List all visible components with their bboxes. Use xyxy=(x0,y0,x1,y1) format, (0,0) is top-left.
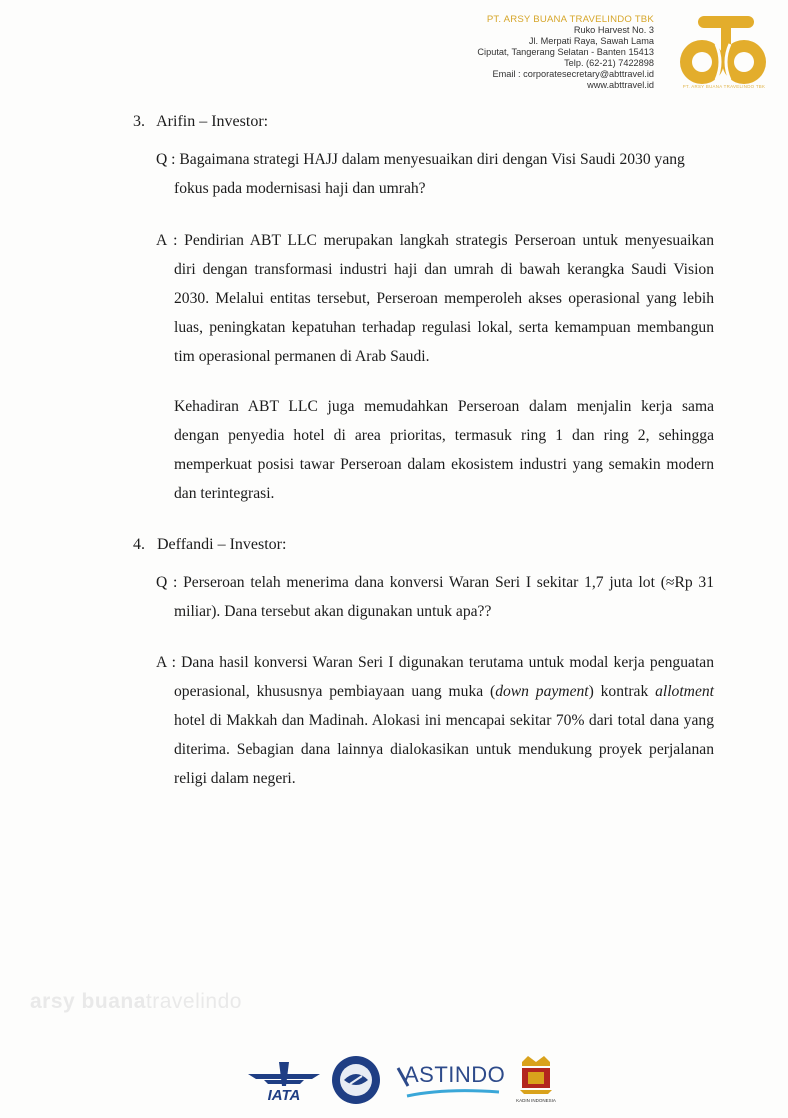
section-person: Arifin – Investor: xyxy=(156,113,269,130)
watermark-part: arsy buana xyxy=(30,990,146,1013)
section-person: Deffandi – Investor: xyxy=(157,536,287,553)
iata-text: IATA xyxy=(267,1087,301,1102)
section-number: 3. xyxy=(133,113,145,130)
question-block xyxy=(156,145,714,203)
question-line: miliar). Dana tersebut akan digunakan untuk apa?? xyxy=(174,603,492,620)
address-line: Ciputat, Tangerang Selatan - Banten 15413 xyxy=(477,47,654,57)
address-line: Ruko Harvest No. 3 xyxy=(573,25,654,35)
answer-line: tim operasional permanen di Arab Saudi. xyxy=(174,348,430,365)
answer-line: dan terintegrasi. xyxy=(174,485,275,502)
abt-logo-icon xyxy=(676,14,772,94)
answer-line: Kehadiran ABT LLC juga memudahkan Perseroan dalam menjalin kerja sama xyxy=(174,398,714,415)
answer-line xyxy=(156,677,714,706)
section-heading xyxy=(133,535,286,555)
answer-text: operasional, khususnya pembiayaan uang muka ( xyxy=(174,683,496,700)
answer-line: diterima. Sebagian dana lainnya dialokasikan untuk mendukung proyek perjalanan xyxy=(174,741,714,758)
answer-line: 2030. Melalui entitas tersebut, Perseroan memperoleh akses operasional yang lebih xyxy=(174,290,714,307)
answer-text: ) kontrak xyxy=(588,683,656,700)
answer-block xyxy=(156,648,714,793)
question-line: fokus pada modernisasi haji dan umrah? xyxy=(174,180,426,197)
email-line: Email : corporatesecretary@abttravel.id xyxy=(492,69,654,79)
answer-line: A : Dana hasil konversi Waran Seri I digunakan terutama untuk modal kerja penguatan xyxy=(156,654,714,671)
answer-line: A : Pendirian ABT LLC merupakan langkah strategis Perseroan untuk menyesuaikan xyxy=(156,232,714,249)
iata-logo-icon xyxy=(246,1056,322,1102)
letterhead-address xyxy=(354,14,654,91)
watermark xyxy=(30,990,242,1014)
kadin-logo-icon xyxy=(514,1052,558,1104)
answer-line: hotel di Makkah dan Madinah. Alokasi ini mencapai sekitar 70% dari total dana yang xyxy=(174,712,714,729)
answer-line: memperkuat posisi tawar Perseroan dalam ekosistem industri yang semakin modern xyxy=(174,456,714,473)
company-name: PT. ARSY BUANA TRAVELINDO TBK xyxy=(486,14,654,25)
address-line: Jl. Merpati Raya, Sawah Lama xyxy=(528,36,654,46)
section-number: 4. xyxy=(133,536,145,553)
question-line: Q : Perseroan telah menerima dana konversi Waran Seri I sekitar 1,7 juta lot (≈Rp 31 xyxy=(156,574,714,591)
question-block xyxy=(156,568,714,626)
logo-tagline: PT. ARSY BUANA TRAVELINDO TBK xyxy=(682,84,766,89)
answer-line: dengan penyedia hotel di area prioritas, termasuk ring 1 dan ring 2, sehingga xyxy=(174,427,714,444)
answer-block xyxy=(156,226,714,371)
astindo-swoosh-icon xyxy=(405,1086,501,1100)
watermark-part: travelindo xyxy=(145,990,242,1013)
question-line: Q : Bagaimana strategi HAJJ dalam menyesuaikan diri dengan Visi Saudi 2030 yang xyxy=(156,151,685,168)
answer-emphasis: down payment xyxy=(495,683,589,700)
answer-paragraph-2 xyxy=(174,392,714,508)
section-heading xyxy=(133,112,268,132)
website-line: www.abttravel.id xyxy=(587,80,654,90)
association-seal-icon xyxy=(330,1054,382,1106)
answer-emphasis: allotment xyxy=(655,683,714,700)
kadin-text: KADIN INDONESIA xyxy=(516,1098,556,1103)
astindo-logo-text: ASTINDO xyxy=(404,1062,506,1087)
phone-line: Telp. (62-21) 7422898 xyxy=(564,58,654,68)
answer-line: luas, peningkatan kepatuhan terhadap regulasi lokal, serta kemampuan membangun xyxy=(174,319,714,336)
answer-line: diri dengan transformasi industri haji dan umrah di bawah kerangka Saudi Vision xyxy=(174,261,714,278)
answer-line: religi dalam negeri. xyxy=(174,770,296,787)
